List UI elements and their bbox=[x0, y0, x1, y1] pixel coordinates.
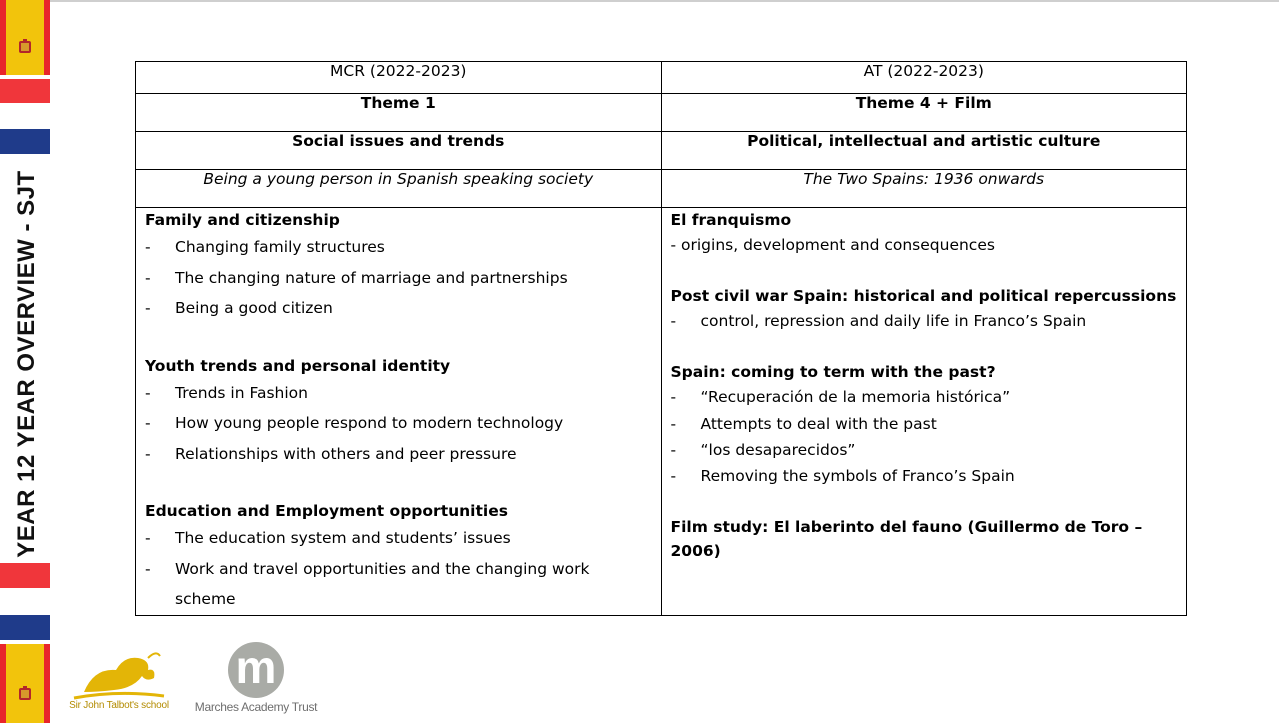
content-row bbox=[136, 208, 1187, 616]
list-item: - Removing the symbols of Franco’s Spain bbox=[670, 467, 1015, 486]
column-header-mcr: MCR (2022-2023) bbox=[136, 62, 662, 94]
header-row bbox=[136, 62, 1187, 94]
section-title: Film study: El laberinto del fauno (Guillermo de Toro – 2006) bbox=[670, 518, 1143, 561]
school-logo bbox=[64, 648, 174, 714]
column-header-at: AT (2022-2023) bbox=[661, 62, 1187, 94]
list-item: - control, repression and daily life in Franco’s Spain bbox=[670, 312, 1087, 330]
section-list bbox=[145, 523, 652, 615]
section-title: Youth trends and personal identity bbox=[145, 356, 451, 375]
overview-table bbox=[135, 61, 1187, 616]
list-item: - “Recuperación de la memoria histórica” bbox=[670, 388, 1011, 407]
list-item: - Attempts to deal with the past bbox=[670, 414, 937, 433]
list-item: - Work and travel opportunities and the changing work scheme bbox=[145, 559, 590, 608]
side-banner-title: YEAR 12 YEAR OVERVIEW - SJT bbox=[13, 170, 40, 558]
trust-name: Marches Academy Trust bbox=[194, 700, 318, 714]
flag-red-stripe bbox=[0, 79, 50, 103]
section-list bbox=[145, 232, 652, 324]
theme-right: Theme 4 + Film bbox=[661, 94, 1187, 132]
trust-letter: m bbox=[235, 641, 277, 693]
topic-row bbox=[136, 170, 1187, 208]
flag-blue-stripe-2 bbox=[0, 615, 50, 640]
section-list bbox=[145, 378, 652, 470]
section-title: Spain: coming to term with the past? bbox=[670, 363, 996, 382]
section-list bbox=[671, 384, 1178, 489]
spain-flag-bottom bbox=[0, 644, 50, 723]
list-item: - Being a good citizen bbox=[145, 299, 333, 317]
section-line: - origins, development and consequences bbox=[670, 236, 995, 254]
topic-right: The Two Spains: 1936 onwards bbox=[661, 170, 1187, 208]
subtheme-right: Political, intellectual and artistic culture bbox=[661, 132, 1187, 170]
list-item: - The changing nature of marriage and partnerships bbox=[145, 268, 568, 287]
list-item: - “los desaparecidos” bbox=[670, 440, 856, 459]
section-title: El franquismo bbox=[670, 211, 792, 229]
theme-row bbox=[136, 94, 1187, 132]
school-name: Sir John Talbot's school bbox=[69, 700, 169, 711]
flag-red-stripe-2 bbox=[0, 563, 50, 588]
theme-left: Theme 1 bbox=[136, 94, 662, 132]
spain-crest-icon-2 bbox=[16, 685, 34, 703]
spain-crest-icon bbox=[16, 38, 34, 56]
top-divider bbox=[0, 0, 1279, 2]
topic-left: Being a young person in Spanish speaking society bbox=[136, 170, 662, 208]
section-list bbox=[671, 308, 1178, 334]
list-item: - The education system and students’ issues bbox=[145, 529, 511, 547]
section-title: Family and citizenship bbox=[145, 211, 340, 229]
section-title: Education and Employment opportunities bbox=[145, 502, 508, 520]
content-left bbox=[136, 208, 662, 616]
subtheme-row bbox=[136, 132, 1187, 170]
list-item: - Relationships with others and peer pressure bbox=[145, 444, 517, 463]
lion-icon bbox=[64, 648, 174, 700]
section-title: Post civil war Spain: historical and political repercussions bbox=[670, 287, 1177, 305]
list-item: - Trends in Fashion bbox=[145, 383, 308, 402]
list-item: - How young people respond to modern technology bbox=[145, 414, 564, 432]
content-right bbox=[661, 208, 1187, 616]
subtheme-left: Social issues and trends bbox=[136, 132, 662, 170]
list-item: - Changing family structures bbox=[145, 238, 385, 256]
trust-logo bbox=[190, 641, 325, 717]
